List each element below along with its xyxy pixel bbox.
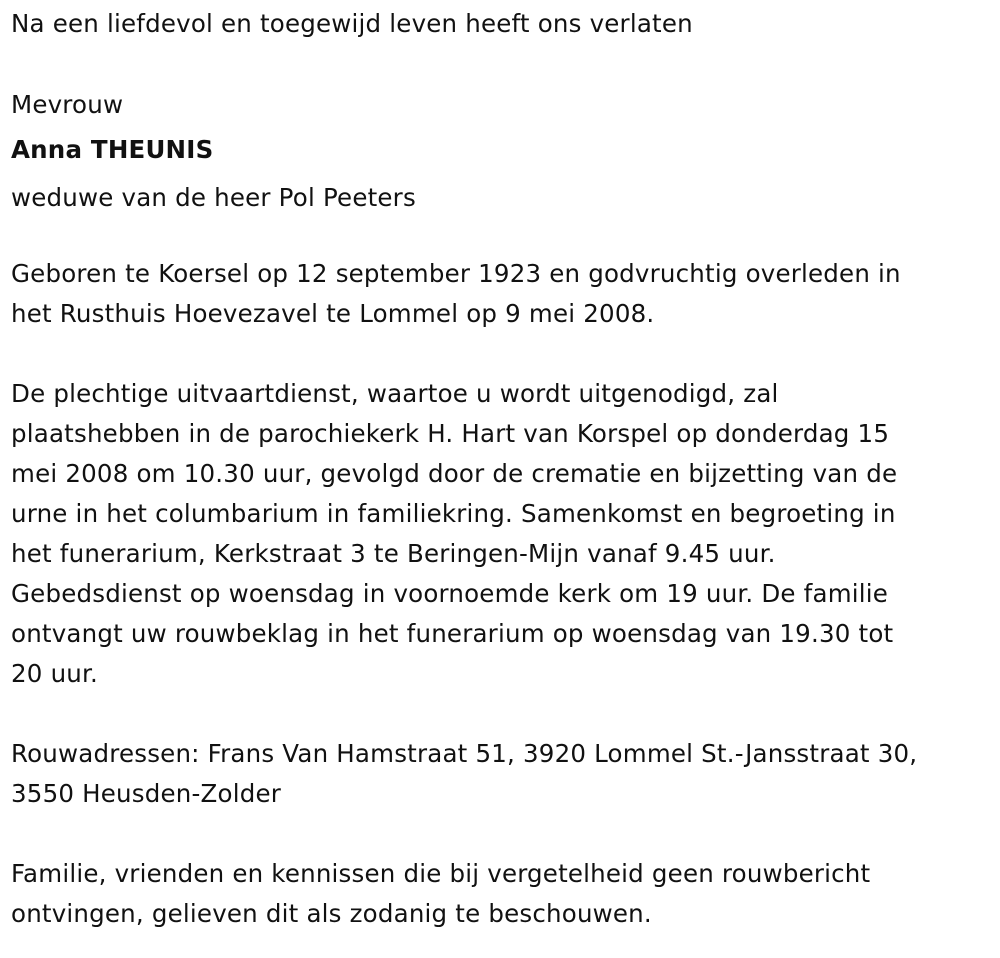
- service-paragraph: [11, 374, 990, 694]
- closing-paragraph: [11, 854, 990, 934]
- deceased-name: Anna THEUNIS: [11, 135, 214, 164]
- paragraph-line: Gebedsdienst op woensdag in voornoemde kerk om 19 uur. De familie: [11, 579, 889, 608]
- paragraph-line: 3550 Heusden-Zolder: [11, 779, 281, 808]
- paragraph-line: het Rusthuis Hoevezavel te Lommel op 9 mei 2008.: [11, 299, 655, 328]
- spouse-line: weduwe van de heer Pol Peeters: [11, 183, 416, 212]
- spacer: [11, 44, 990, 84]
- spacer: [11, 222, 990, 254]
- paragraph-line: urne in het columbarium in familiekring. Samenkomst en begroeting in: [11, 499, 896, 528]
- paragraph-line: Geboren te Koersel op 12 september 1923 en godvruchtig overleden in: [11, 259, 901, 288]
- paragraph-line: 20 uur.: [11, 659, 99, 688]
- spacer: [11, 694, 990, 734]
- honorific: Mevrouw: [11, 90, 124, 119]
- paragraph-line: plaatshebben in de parochiekerk H. Hart van Korspel op donderdag 15: [11, 419, 890, 448]
- paragraph-line: De plechtige uitvaartdienst, waartoe u wordt uitgenodigd, zal: [11, 379, 779, 408]
- intro-text: Na een liefdevol en toegewijd leven heeft ons verlaten: [11, 9, 693, 38]
- birth-death-paragraph: [11, 254, 990, 334]
- paragraph-line: het funerarium, Kerkstraat 3 te Beringen-Mijn vanaf 9.45 uur.: [11, 539, 776, 568]
- paragraph-line: mei 2008 om 10.30 uur, gevolgd door de crematie en bijzetting van de: [11, 459, 898, 488]
- paragraph-line: ontvangt uw rouwbeklag in het funerarium op woensdag van 19.30 tot: [11, 619, 894, 648]
- spacer: [11, 334, 990, 374]
- spacer: [11, 814, 990, 854]
- paragraph-line: Familie, vrienden en kennissen die bij vergetelheid geen rouwbericht: [11, 859, 871, 888]
- paragraph-line: Rouwadressen: Frans Van Hamstraat 51, 3920 Lommel St.-Jansstraat 30,: [11, 739, 918, 768]
- paragraph-line: ontvingen, gelieven dit als zodanig te beschouwen.: [11, 899, 652, 928]
- addresses-paragraph: [11, 734, 990, 814]
